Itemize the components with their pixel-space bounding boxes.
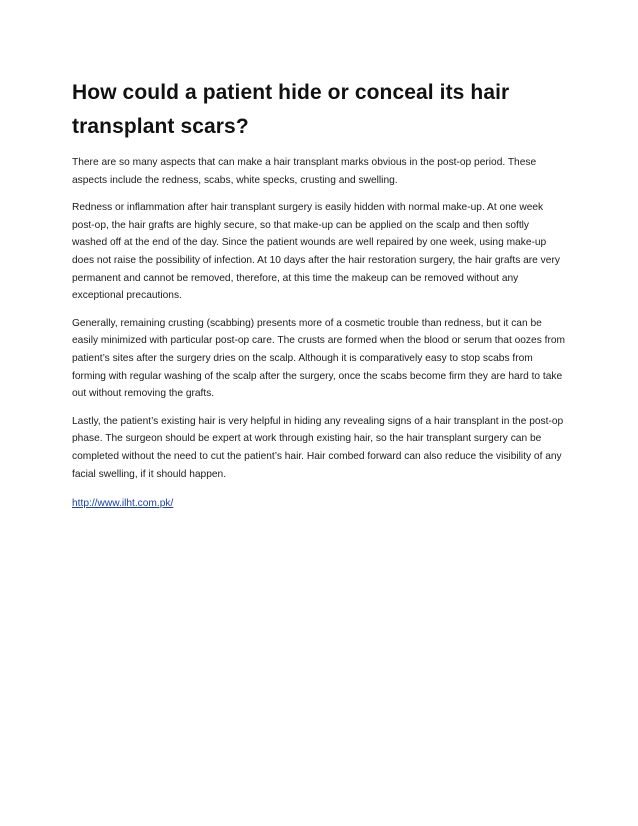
paragraph-intro: There are so many aspects that can make a hair transplant marks obvious in the post-op period. These aspects include the redness, scabs, white specks, crusting and swelling. <box>72 157 537 186</box>
paragraph-crusting: Generally, remaining crusting (scabbing) presents more of a cosmetic trouble than redness, but it can be easily minimized with particular post-op care. The crusts are formed when the blood or serum that oozes from patient’s sites after the surgery dries on the scalp. Although it is comparatively easy to stop scabs from forming with regular washing of the scalp after the surgery, once the scabs become firm they are hard to take out without removing the grafts. <box>72 317 565 400</box>
paragraph-existing-hair: Lastly, the patient’s existing hair is very helpful in hiding any revealing signs of a hair transplant in the post-op phase. The surgeon should be expert at work through existing hair, so the hair transplant surgery can be completed without the need to cut the patient’s hair. Hair combed forward can also reduce the visibility of any facial swelling, if it should happen. <box>72 415 564 480</box>
paragraph-redness: Redness or inflammation after hair transplant surgery is easily hidden with normal make-up. At one week post-op, the hair grafts are highly secure, so that make-up can be applied on the scalp and then softly washed off at the end of the day. Since the patient wounds are well repaired by one week, using make-up does not raise the possibility of infection. At 10 days after the hair restoration surgery, the hair grafts are very permanent and cannot be removed, therefore, at this time the makeup can be removed without any exceptional precautions. <box>72 202 560 302</box>
document-body <box>72 76 566 513</box>
website-link[interactable]: http://www.ilht.com.pk/ <box>72 498 174 510</box>
document-title: How could a patient hide or conceal its hair transplant scars? <box>72 81 510 138</box>
